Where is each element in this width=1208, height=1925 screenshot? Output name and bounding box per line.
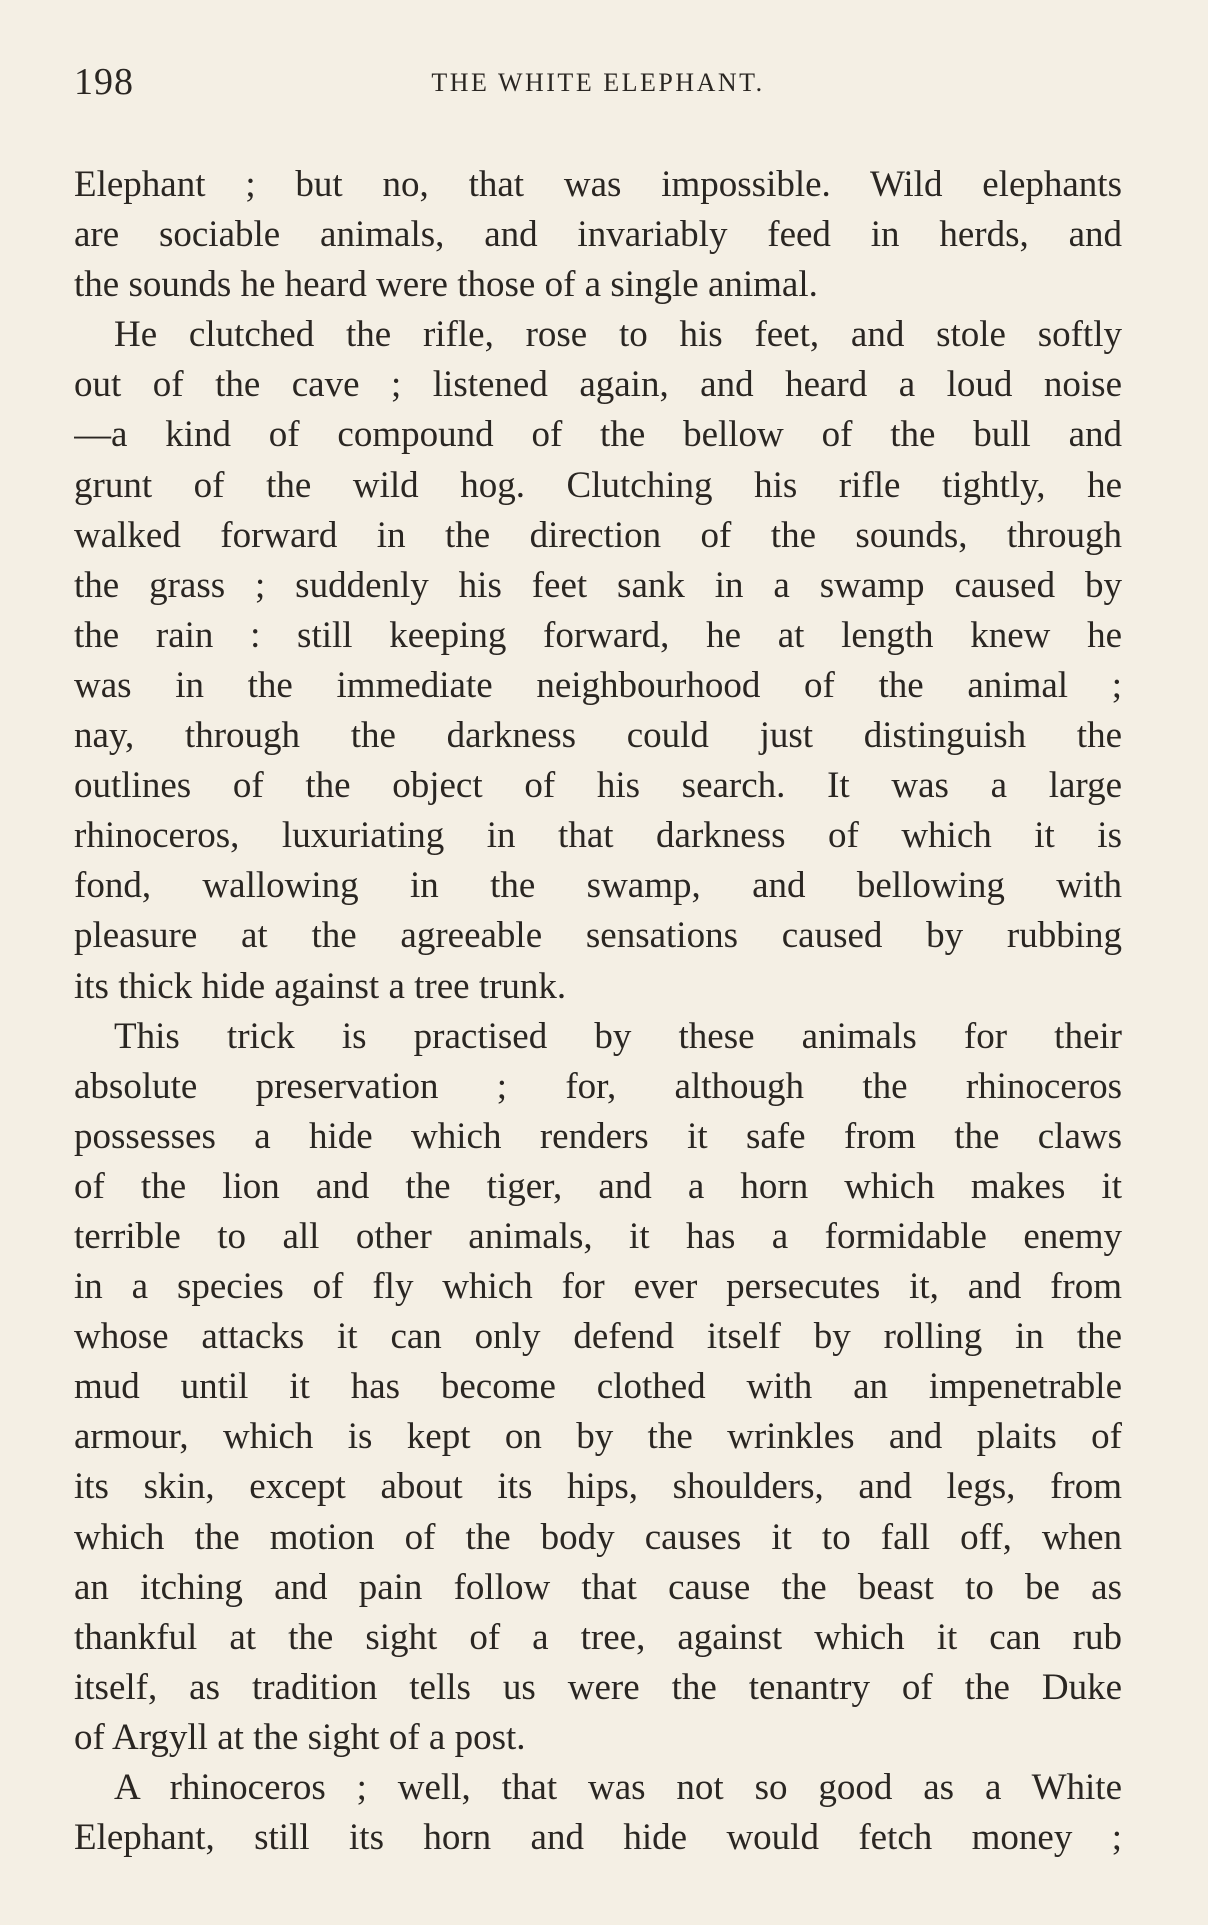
paragraph-first-line: He clutched the rifle, rose to his feet, and stole softly [114,314,1122,356]
text-line: walked forward in the direction of the sounds, through [74,514,1122,556]
text-line: fond, wallowing in the swamp, and bellowing with [74,865,1122,907]
page-number: 198 [74,61,134,103]
text-line: grunt of the wild hog. Clutching his rifle tightly, he [74,464,1122,506]
text-line: the sounds he heard were those of a single animal. [74,264,818,306]
paragraph-first-line: A rhinoceros ; well, that was not so good as a White [114,1767,1122,1808]
text-line: was in the immediate neighbourhood of the animal ; [74,664,1122,706]
text-line: mud until it has become clothed with an impenetrable [74,1366,1122,1408]
text-line: outlines of the object of his search. It was a large [74,765,1122,807]
text-line: are sociable animals, and invariably feed in herds, and [74,214,1122,256]
text-line: itself, as tradition tells us were the tenantry of the Duke [74,1666,1122,1708]
body-text [74,160,1122,1863]
text-line: absolute preservation ; for, although the rhinoceros [74,1065,1122,1107]
text-line: Elephant ; but no, that was impossible. Wild elephants [74,164,1122,205]
text-line: which the motion of the body causes it to fall off, when [74,1516,1122,1558]
text-line: the rain : still keeping forward, he at length knew he [74,614,1122,656]
text-line: possesses a hide which renders it safe from the claws [74,1115,1122,1157]
text-line: thankful at the sight of a tree, against which it can rub [74,1616,1122,1658]
paragraph-first-line: This trick is practised by these animals for their [114,1015,1122,1057]
text-line: armour, which is kept on by the wrinkles and plaits of [74,1416,1122,1458]
text-line: of Argyll at the sight of a post. [74,1716,526,1758]
text-line: its skin, except about its hips, shoulders, and legs, from [74,1466,1122,1508]
text-line: terrible to all other animals, it has a formidable enemy [74,1215,1122,1257]
text-line: Elephant, still its horn and hide would fetch money ; [74,1817,1122,1859]
text-line: nay, through the darkness could just distinguish the [74,715,1122,757]
text-line: in a species of fly which for ever persecutes it, and from [74,1266,1122,1308]
text-line: whose attacks it can only defend itself by rolling in the [74,1316,1122,1358]
text-line: of the lion and the tiger, and a horn which makes it [74,1165,1122,1207]
text-line: —a kind of compound of the bellow of the bull and [74,414,1122,456]
running-head [74,60,1122,110]
text-line: the grass ; suddenly his feet sank in a swamp caused by [74,564,1122,606]
text-line: rhinoceros, luxuriating in that darkness of which it is [74,815,1122,857]
text-line: pleasure at the agreeable sensations caused by rubbing [74,915,1122,957]
text-line: its thick hide against a tree trunk. [74,965,567,1007]
running-title: THE WHITE ELEPHANT. [431,68,765,97]
text-line: an itching and pain follow that cause the beast to be as [74,1566,1122,1608]
text-line: out of the cave ; listened again, and heard a loud noise [74,364,1122,406]
